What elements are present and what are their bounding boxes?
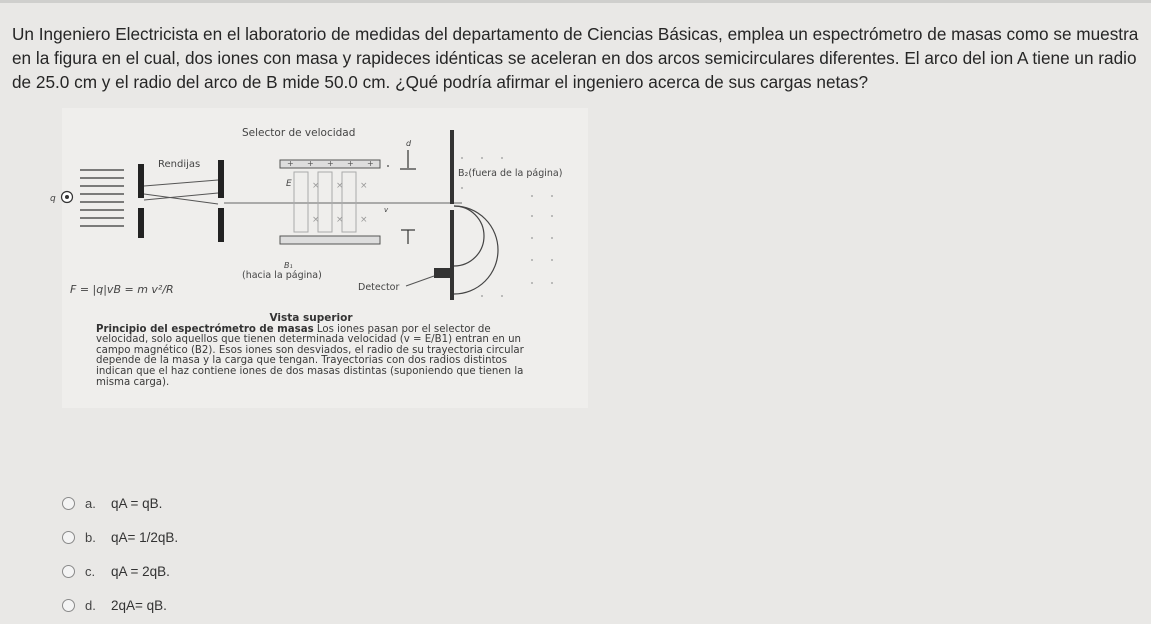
radio-a[interactable]: [62, 497, 75, 510]
option-text: qA = qB.: [111, 495, 163, 511]
rendijas-label: Rendijas: [158, 159, 201, 170]
svg-text:+: +: [307, 159, 314, 168]
option-letter: b.: [85, 529, 96, 545]
v-label: v: [384, 206, 389, 214]
radio-d[interactable]: [62, 599, 75, 612]
radio-c[interactable]: [62, 565, 75, 578]
option-letter: d.: [85, 597, 96, 613]
svg-text:+: +: [347, 159, 354, 168]
option-d[interactable]: [62, 588, 178, 622]
option-text: qA= 1/2qB.: [111, 529, 179, 545]
figure-caption: [96, 313, 526, 388]
answer-options: [62, 486, 178, 622]
option-text: qA = 2qB.: [111, 563, 170, 579]
caption-bold: Principio del espectrómetro de masas: [96, 323, 314, 335]
e-field-label: E: [286, 179, 292, 189]
option-c[interactable]: [62, 554, 178, 588]
b1-label: B₁: [284, 261, 293, 270]
caption-title: Vista superior: [269, 312, 353, 324]
slits: [138, 160, 224, 242]
svg-text:×: ×: [312, 215, 320, 225]
svg-text:×: ×: [312, 181, 320, 191]
question-text: Un Ingeniero Electricista en el laboratorio de medidas del departamento de Ciencias Básicas, emplea un espectrómetro de masas como se muestra en la figura en el cual, dos iones con masa y rapideces idénticas se aceleran en dos arcos semicirculares diferentes. El arco del ion A tiene un radio de 25.0 cm y el radio del arco de B mide 50.0 cm. ¿Qué podría afirmar el ingeniero acerca de sus cargas netas?: [12, 24, 1139, 92]
b2-lower-bar: [450, 210, 454, 300]
outer-arc: [454, 206, 498, 294]
option-a[interactable]: [62, 486, 178, 520]
selector-label: Selector de velocidad: [242, 127, 356, 139]
inner-arc: [454, 206, 484, 266]
d-label: d: [406, 139, 412, 148]
svg-text:×: ×: [360, 215, 368, 225]
force-formula: F = |q|vB = m v²/R: [70, 283, 174, 296]
svg-text:×: ×: [360, 181, 368, 191]
svg-text:+: +: [327, 159, 334, 168]
option-letter: c.: [85, 563, 96, 579]
option-text: 2qA= qB.: [111, 597, 167, 613]
svg-text:+: +: [367, 159, 374, 168]
hacia-label: (hacia la página): [242, 270, 322, 281]
svg-text:+: +: [287, 159, 294, 168]
detector-block: [434, 268, 450, 278]
option-b[interactable]: [62, 520, 178, 554]
svg-text:×: ×: [336, 181, 344, 191]
lower-plate: [280, 236, 380, 244]
q-label: q: [50, 194, 56, 204]
b2-upper-bar: [450, 130, 454, 204]
top-divider: [0, 0, 1151, 3]
option-letter: a.: [85, 495, 96, 511]
beam-lines: [80, 170, 124, 226]
detector-label: Detector: [358, 282, 400, 293]
radio-b[interactable]: [62, 531, 75, 544]
b2-label: B₂(fuera de la página): [458, 168, 563, 179]
svg-text:×: ×: [336, 215, 344, 225]
caption-text: Los iones pasan por el selector de velocidad, solo aquellos que tienen determinada velocidad (v = E/B1) entran en un campo magnético (B2). Esos iones son desviados, el radio de su trayectoria circular depende de la masa y la carga que tengan. Trayectorias con dos radios distintos indican que el haz contiene iones de dos masas distintas (suponiendo que tienen la misma carga).: [96, 323, 524, 388]
